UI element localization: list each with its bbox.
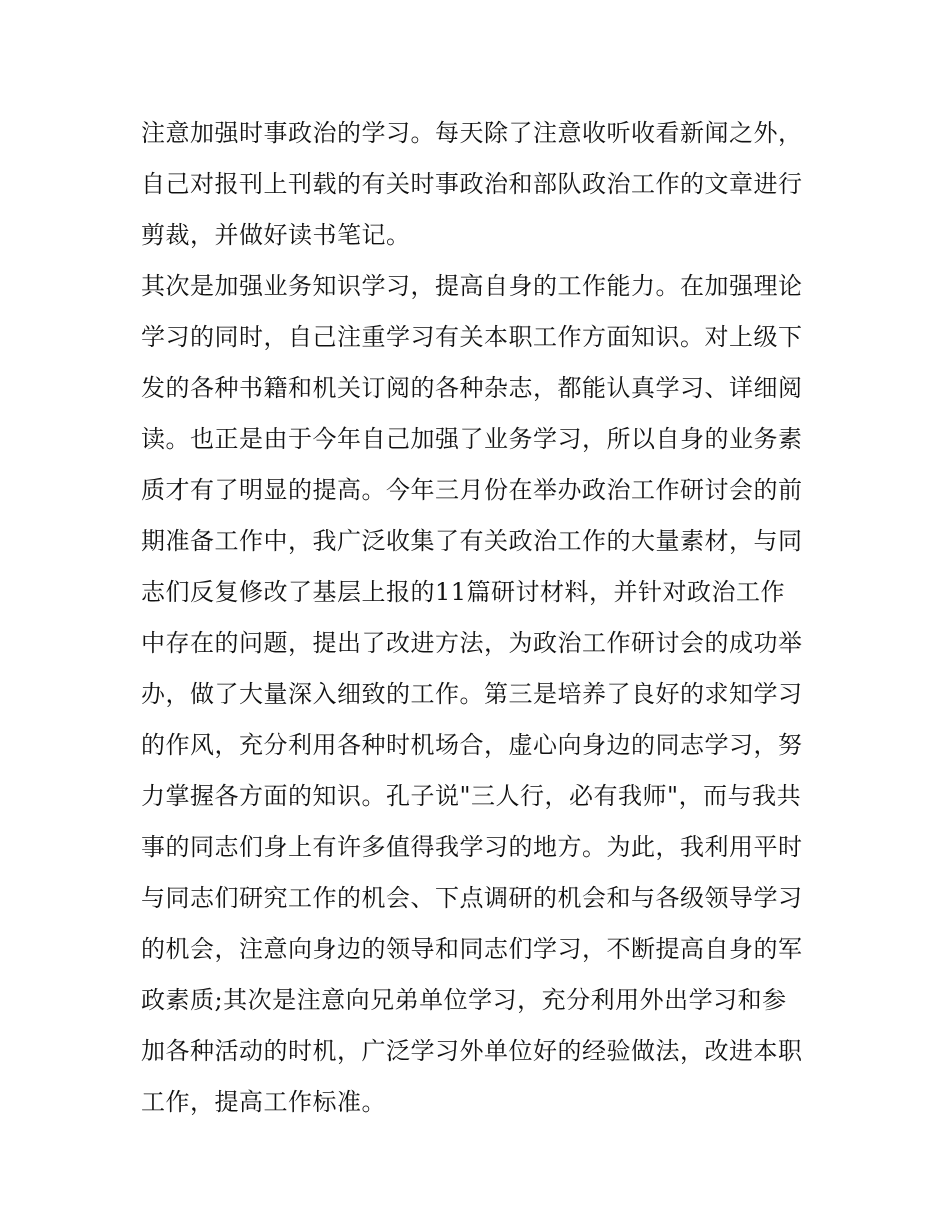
text-line: 政素质;其次是注意向兄弟单位学习，充分利用外出学习和参 bbox=[141, 986, 787, 1014]
text-line: 其次是加强业务知识学习，提高自身的工作能力。在加强理论 bbox=[141, 272, 803, 300]
text-line: 的作风，充分利用各种时机场合，虚心向身边的同志学习，努 bbox=[141, 731, 803, 759]
text-line: 自己对报刊上刊载的有关时事政治和部队政治工作的文章进行 bbox=[141, 170, 803, 198]
text-line: 剪裁，并做好读书笔记。 bbox=[141, 221, 411, 249]
text-line: 力掌握各方面的知识。孔子说"三人行，必有我师"，而与我共 bbox=[141, 782, 802, 810]
text-line: 的机会，注意向身边的领导和同志们学习，不断提高自身的军 bbox=[141, 935, 803, 963]
text-line: 学习的同时，自己注重学习有关本职工作方面知识。对上级下 bbox=[141, 323, 803, 351]
text-line: 工作，提高工作标准。 bbox=[141, 1088, 386, 1116]
text-line: 发的各种书籍和机关订阅的各种杂志，都能认真学习、详细阅 bbox=[141, 374, 803, 402]
text-line: 办，做了大量深入细致的工作。第三是培养了良好的求知学习 bbox=[141, 680, 803, 708]
text-line: 加各种活动的时机，广泛学习外单位好的经验做法，改进本职 bbox=[141, 1037, 803, 1065]
body-text bbox=[141, 108, 821, 1128]
text-line: 期准备工作中，我广泛收集了有关政治工作的大量素材，与同 bbox=[141, 527, 803, 555]
text-line: 读。也正是由于今年自己加强了业务学习，所以自身的业务素 bbox=[141, 425, 803, 453]
text-line: 志们反复修改了基层上报的11篇研讨材料，并针对政治工作 bbox=[141, 578, 786, 606]
text-line: 中存在的问题，提出了改进方法，为政治工作研讨会的成功举 bbox=[141, 629, 803, 657]
text-line: 与同志们研究工作的机会、下点调研的机会和与各级领导学习 bbox=[141, 884, 803, 912]
text-line: 事的同志们身上有许多值得我学习的地方。为此，我利用平时 bbox=[141, 833, 803, 861]
text-line: 注意加强时事政治的学习。每天除了注意收听收看新闻之外， bbox=[141, 119, 803, 147]
text-line: 质才有了明显的提高。今年三月份在举办政治工作研讨会的前 bbox=[141, 476, 803, 504]
